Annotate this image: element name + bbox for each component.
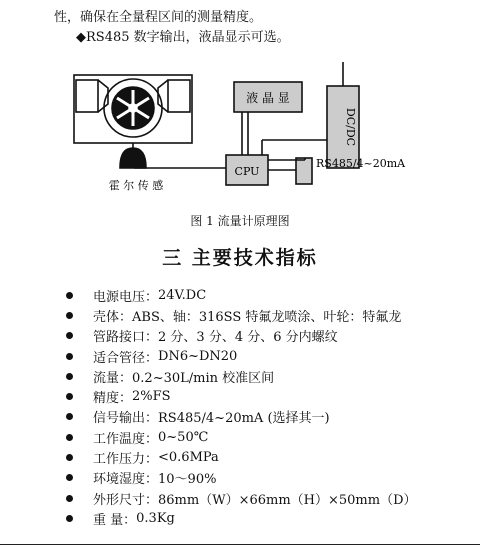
spec-item: [66, 468, 417, 488]
output-terminal-box: [296, 158, 312, 184]
spec-value: 86mm（W）×66mm（H）×50mm（D）: [158, 492, 417, 508]
spec-label: 重 量：: [93, 512, 137, 528]
spec-item: [66, 386, 417, 406]
spec-value: 0~50℃: [158, 429, 209, 445]
bullet-icon: [66, 495, 73, 502]
cpu-label: CPU: [234, 165, 260, 178]
bullet-icon: [66, 474, 73, 481]
spec-item: [66, 508, 417, 528]
spec-value: 2%FS: [132, 389, 171, 405]
lcd-label: 液 晶 显: [246, 91, 290, 105]
spec-item: [66, 488, 417, 508]
bullet-icon: [66, 353, 73, 360]
spec-list: [66, 285, 417, 529]
spec-item: [66, 366, 417, 386]
spec-label: 适合管径：: [93, 350, 159, 366]
hall-sensor: [120, 148, 146, 168]
spec-item: [66, 427, 417, 447]
figure-caption: 图 1 流量计原理图: [190, 214, 290, 228]
spec-value: DN6~DN20: [158, 348, 238, 364]
spec-item: [66, 447, 417, 467]
spec-label: 工作温度：: [93, 431, 159, 447]
bullet-icon: [66, 312, 73, 319]
spec-label: 流量：: [93, 370, 133, 386]
intro-line-1: 性，确保在全量程区间的测量精度。: [54, 10, 263, 25]
spec-item: [66, 326, 417, 346]
spec-label: 外形尺寸：: [93, 492, 159, 508]
pipe-flange-right: [168, 80, 190, 112]
spec-value: 0.3Kg: [136, 510, 175, 526]
bullet-icon: [66, 292, 73, 299]
output-label: RS485/4~20mA: [316, 157, 406, 170]
spec-value: <0.6MPa: [158, 450, 219, 466]
intro-line-2: ◆RS485 数字输出，液晶显示可选。: [76, 30, 290, 45]
spec-label: 壳体：: [93, 309, 133, 325]
spec-label: 工作压力：: [93, 452, 159, 468]
spec-value: 24V.DC: [158, 287, 207, 303]
spec-value: ABS、轴：316SS 特氟龙喷涂、叶轮：特氟龙: [132, 309, 402, 325]
spec-value: 10～90%: [158, 472, 217, 488]
spec-label: 环境湿度：: [93, 472, 159, 488]
spec-value: RS485/4~20mA (选择其一): [158, 411, 330, 427]
spec-value: 0.2~30L/min 校准区间: [132, 370, 275, 386]
bullet-icon: [66, 373, 73, 380]
bullet-icon: [66, 332, 73, 339]
spec-item: [66, 285, 417, 305]
spec-label: 精度：: [93, 391, 133, 407]
spec-label: 信号输出：: [93, 411, 159, 427]
page-bottom-rule: [0, 544, 480, 545]
section-title: 三 主要技术指标: [162, 247, 318, 269]
spec-value: 2 分、3 分、4 分、6 分内螺纹: [158, 330, 338, 346]
spec-item: [66, 346, 417, 366]
dcdc-label: DC/DC: [344, 107, 357, 147]
bullet-icon: [66, 434, 73, 441]
flowmeter-schematic: [0, 0, 480, 210]
hall-sensor-label: 霍 尔 传 感: [108, 179, 164, 192]
spec-label: 电源电压：: [93, 289, 159, 305]
bullet-icon: [66, 413, 73, 420]
spec-item: [66, 407, 417, 427]
bullet-icon: [66, 393, 73, 400]
spec-item: [66, 305, 417, 325]
pipe-flange-left: [76, 80, 98, 112]
bullet-icon: [66, 515, 73, 522]
spec-label: 管路接口：: [93, 330, 159, 346]
bullet-icon: [66, 454, 73, 461]
